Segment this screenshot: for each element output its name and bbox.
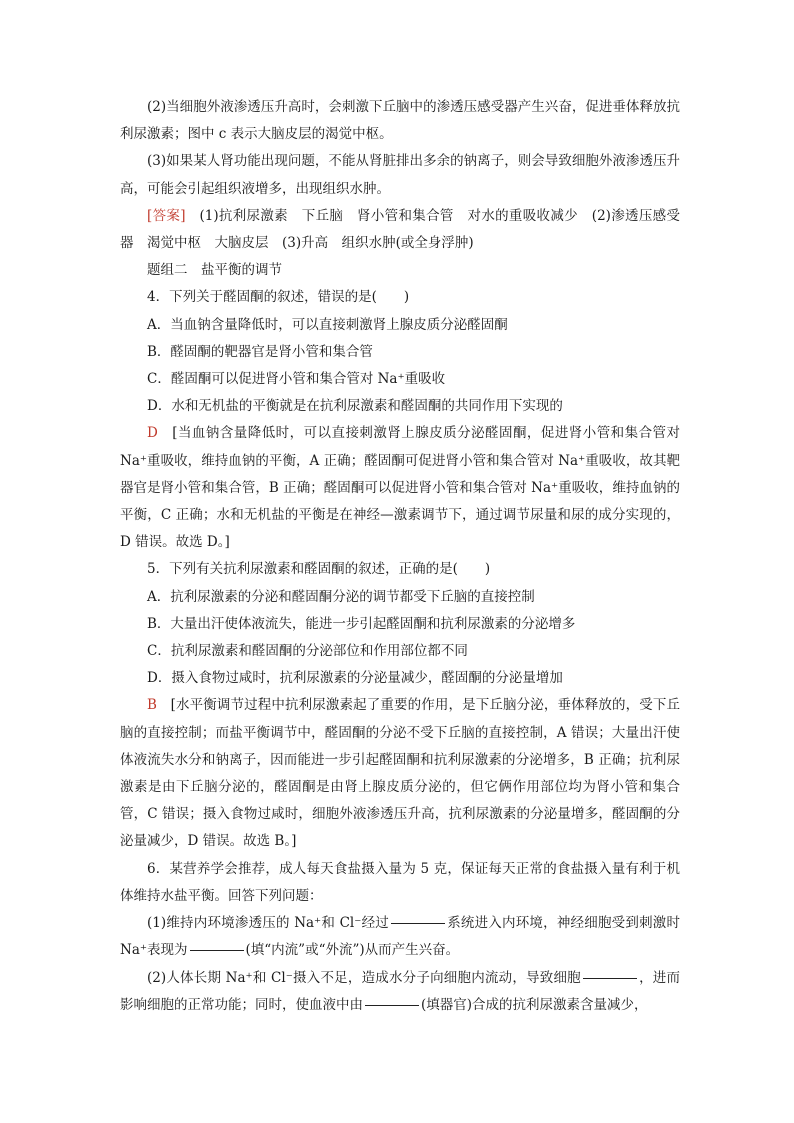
q5-stem: 5．下列有关抗利尿激素和醛固酮的叙述，正确的是( ) <box>147 561 491 578</box>
answer-label: [答案] <box>147 207 186 224</box>
q6-s1-text-b: 系统进入内环境，神经细胞受到刺激时 Na⁺表现为 <box>120 915 680 959</box>
q6-s1-text-a: (1)维持内环境渗透压的 Na⁺和 Cl⁻经过 <box>147 915 389 932</box>
q3-answer <box>120 203 680 257</box>
q4-option-d: D．水和无机盐的平衡就是在抗利尿激素和醛固酮的共同作用下实现的 <box>147 398 563 415</box>
q5-option-c: C．抗利尿激素和醛固酮的分泌部位和作用部位都不同 <box>147 643 468 660</box>
q4-stem: 4．下列关于醛固酮的叙述，错误的是( ) <box>147 289 410 306</box>
q6-s2-text-c: (填器官)合成的抗利尿激素含量减少， <box>421 996 648 1013</box>
answer-blank[interactable] <box>365 1004 419 1006</box>
answer-blank[interactable] <box>190 949 244 951</box>
document-body <box>120 94 680 1019</box>
q6-s2-text-b: ，进而影响细胞的正常功能；同时，使血液中由 <box>120 969 680 1013</box>
answer-blank[interactable] <box>583 977 637 979</box>
q6-s2-text-a: (2)人体长期 Na⁺和 Cl⁻摄入不足，造成水分子向细胞内流动，导致细胞 <box>147 969 581 986</box>
q5-option-b: B．大量出汗使体液流失，能进一步引起醛固酮和抗利尿激素的分泌增多 <box>147 615 576 632</box>
answer-blank[interactable] <box>391 922 445 924</box>
q6-stem: 6．某营养学会推荐，成人每天食盐摄入量为 5 克，保证每天正常的食盐摄入量有利于机体维持水盐平衡。回答下列问题： <box>120 860 680 904</box>
q3-explanation-part2: (2)当细胞外液渗透压升高时，会刺激下丘脑中的渗透压感受器产生兴奋，促进垂体释放抗利尿激素；图中 c 表示大脑皮层的渴觉中枢。 <box>120 99 680 143</box>
q5-answer-key: B <box>147 697 157 714</box>
q3-explanation-part3: (3)如果某人肾功能出现问题，不能从肾脏排出多余的钠离子，则会导致细胞外液渗透压升高，可能会引起组织液增多，出现组织水肿。 <box>120 153 680 197</box>
q4-option-b: B．醛固酮的靶器官是肾小管和集合管 <box>147 343 373 360</box>
q6-subquestion-2 <box>120 965 680 1019</box>
group-title: 题组二 盐平衡的调节 <box>147 262 282 279</box>
q4-option-a: A．当血钠含量降低时，可以直接刺激肾上腺皮质分泌醛固酮 <box>147 316 508 333</box>
q6-subquestion-1 <box>120 910 680 964</box>
answer-text: (1)抗利尿激素 下丘脑 肾小管和集合管 对水的重吸收减少 (2)渗透压感受器 渴觉中枢 大脑皮层 (3)升高 组织水肿(或全身浮肿) <box>120 207 680 252</box>
q5-explanation-text: [水平衡调节过程中抗利尿激素起了重要的作用，是下丘脑分泌，垂体释放的，受下丘脑的直接控制；而盐平衡调节中，醛固酮的分泌不受下丘脑的直接控制，A 错误；大量出汗使体液流失水分和钠离子，因而能进一步引起醛固酮和抗利尿激素的分泌增多，B 正确；抗利尿激素是由下丘脑分泌的，醛固酮是由肾上腺皮质分泌的，但它俩作用部位均为肾小管和集合管，C 错误；摄入食物过咸时，细胞外液渗透压升高，抗利尿激素的分泌量增多，醛固酮的分泌量减少，D 错误。故选 B。] <box>120 697 680 850</box>
q5-explanation <box>120 692 680 855</box>
q4-option-c: C．醛固酮可以促进肾小管和集合管对 Na⁺重吸收 <box>147 371 446 388</box>
q4-explanation-text: [当血钠含量降低时，可以直接刺激肾上腺皮质分泌醛固酮，促进肾小管和集合管对 Na⁺重吸收，维持血钠的平衡，A 正确；醛固酮可促进肾小管和集合管对 Na⁺重吸收，故其靶器官是肾小管和集合管，B 正确；醛固酮可以促进肾小管和集合管对 Na⁺重吸收，维持血钠的平衡，C 正确；水和无机盐的平衡是在神经—激素调节下，通过调节尿量和尿的成分实现的，D 错误。故选 D。] <box>120 425 680 551</box>
q4-explanation <box>120 420 680 556</box>
q5-option-a: A．抗利尿激素的分泌和醛固酮分泌的调节都受下丘脑的直接控制 <box>147 588 535 605</box>
q6-s1-text-c: (填“内流”或“外流”)从而产生兴奋。 <box>245 942 460 959</box>
q5-option-d: D．摄入食物过咸时，抗利尿激素的分泌量减少，醛固酮的分泌量增加 <box>147 670 563 687</box>
q4-answer-key: D <box>147 425 158 442</box>
